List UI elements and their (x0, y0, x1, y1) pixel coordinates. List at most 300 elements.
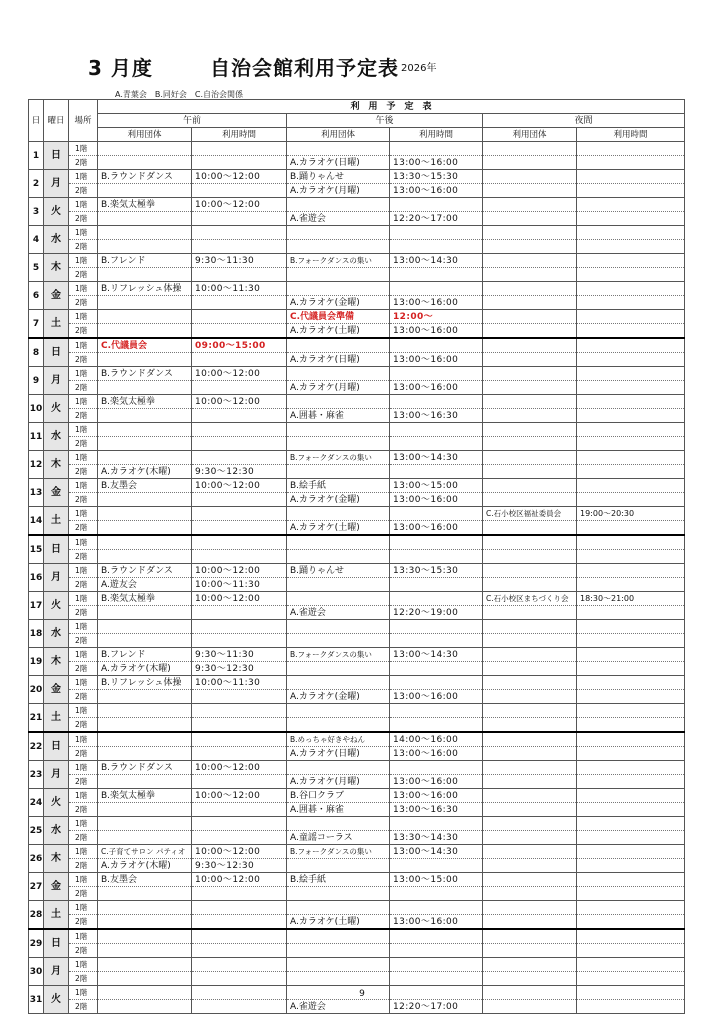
nt-group-cell (483, 718, 577, 733)
table-row (29, 845, 685, 859)
nt-group-cell (483, 550, 577, 564)
pm-group-cell (287, 550, 390, 564)
day-number: 3 (29, 198, 44, 226)
pm-time-cell (390, 535, 483, 550)
weekday-cell: 月 (44, 367, 69, 395)
am-group-cell (98, 226, 192, 240)
pm-group-cell (287, 901, 390, 915)
am-group-cell (98, 887, 192, 901)
pm-time-cell (390, 437, 483, 451)
table-row (29, 282, 685, 296)
am-time-cell: 10:00～11:30 (192, 282, 287, 296)
nt-group-cell (483, 254, 577, 268)
pm-time-cell: 13:00～16:00 (390, 184, 483, 198)
nt-time-cell (577, 367, 685, 381)
pm-group-cell: C.代議員会準備 (287, 310, 390, 324)
am-time-cell (192, 732, 287, 747)
pm-time-cell: 13:00～16:00 (390, 747, 483, 761)
pm-time-cell (390, 578, 483, 592)
am-group-cell (98, 704, 192, 718)
col-weekday-header: 曜日 (44, 100, 69, 142)
nt-time-cell (577, 395, 685, 409)
nt-time-cell (577, 831, 685, 845)
am-group-cell: B.リフレッシュ体操 (98, 676, 192, 690)
nt-group-cell (483, 465, 577, 479)
am-group-cell: A.遊友会 (98, 578, 192, 592)
pm-group-cell: A.カラオケ(土曜) (287, 521, 390, 536)
am-group-cell (98, 732, 192, 747)
table-row (29, 676, 685, 690)
am-time-cell: 09:00～15:00 (192, 338, 287, 353)
am-group-cell (98, 606, 192, 620)
table-row (29, 451, 685, 465)
weekday-cell: 土 (44, 704, 69, 733)
nt-group-cell (483, 268, 577, 282)
nt-time-cell (577, 1000, 685, 1014)
am-group-cell (98, 535, 192, 550)
nt-time-cell (577, 268, 685, 282)
pm-group-cell: A.童謡コーラス (287, 831, 390, 845)
weekday-cell: 火 (44, 592, 69, 620)
am-time-cell: 10:00～12:00 (192, 789, 287, 803)
pm-time-cell: 12:20～19:00 (390, 606, 483, 620)
am-group-cell: B.ラウンドダンス (98, 564, 192, 578)
table-row (29, 437, 685, 451)
pm-time-cell: 13:00～16:00 (390, 296, 483, 310)
nt-time-cell (577, 324, 685, 339)
am-time-cell (192, 690, 287, 704)
weekday-cell: 土 (44, 310, 69, 339)
am-group-cell (98, 324, 192, 339)
nt-time-cell (577, 198, 685, 212)
pm-time-cell (390, 282, 483, 296)
table-row (29, 718, 685, 733)
pm-group-cell: B.フォークダンスの集い (287, 648, 390, 662)
table-row (29, 564, 685, 578)
am-time-cell: 9:30～11:30 (192, 254, 287, 268)
am-group-cell (98, 493, 192, 507)
table-row (29, 254, 685, 268)
weekday-cell: 火 (44, 986, 69, 1014)
am-time-cell (192, 268, 287, 282)
floor-cell: 1階 (69, 789, 98, 803)
am-time-cell (192, 550, 287, 564)
nt-group-cell (483, 296, 577, 310)
am-group-cell (98, 521, 192, 536)
pm-time-cell: 13:00～16:00 (390, 915, 483, 930)
pm-time-cell: 12:20～17:00 (390, 212, 483, 226)
table-row (29, 296, 685, 310)
pm-time-cell (390, 944, 483, 958)
floor-cell: 1階 (69, 535, 98, 550)
am-group-cell (98, 690, 192, 704)
weekday-cell: 月 (44, 170, 69, 198)
day-number: 28 (29, 901, 44, 930)
nt-group-cell (483, 634, 577, 648)
floor-cell: 2階 (69, 156, 98, 170)
am-time-cell (192, 747, 287, 761)
am-group-cell: B.楽気太極拳 (98, 789, 192, 803)
table-row (29, 535, 685, 550)
pm-time-cell (390, 198, 483, 212)
nt-group-cell (483, 845, 577, 859)
pm-time-cell: 13:00～14:30 (390, 845, 483, 859)
table-row (29, 929, 685, 944)
pm-group-cell (287, 437, 390, 451)
table-row (29, 620, 685, 634)
table-row (29, 901, 685, 915)
pm-group-cell: A.カラオケ(土曜) (287, 915, 390, 930)
pm-group-cell: A.カラオケ(土曜) (287, 324, 390, 339)
am-group-cell: A.カラオケ(木曜) (98, 859, 192, 873)
table-row (29, 732, 685, 747)
am-time-cell: 10:00～12:00 (192, 170, 287, 184)
table-row (29, 521, 685, 536)
pm-group-cell (287, 634, 390, 648)
floor-cell: 2階 (69, 381, 98, 395)
nt-group-cell (483, 944, 577, 958)
floor-cell: 2階 (69, 240, 98, 254)
nt-group-cell (483, 887, 577, 901)
floor-cell: 2階 (69, 831, 98, 845)
nt-time-cell (577, 789, 685, 803)
pm-group-cell: B.踊りゃんせ (287, 170, 390, 184)
floor-cell: 2階 (69, 606, 98, 620)
weekday-cell: 土 (44, 901, 69, 930)
floor-cell: 2階 (69, 493, 98, 507)
am-time-cell (192, 310, 287, 324)
pm-time-cell (390, 901, 483, 915)
pm-group-cell: A.カラオケ(日曜) (287, 156, 390, 170)
pm-time-header: 利用時間 (390, 128, 483, 142)
pm-time-cell: 13:00～14:30 (390, 648, 483, 662)
nt-group-cell (483, 704, 577, 718)
am-group-cell (98, 817, 192, 831)
nt-group-cell (483, 958, 577, 972)
pm-time-cell (390, 465, 483, 479)
floor-cell: 2階 (69, 887, 98, 901)
pm-time-cell: 12:20～17:00 (390, 1000, 483, 1014)
nt-group-cell (483, 859, 577, 873)
day-number: 27 (29, 873, 44, 901)
table-row (29, 310, 685, 324)
am-time-cell (192, 958, 287, 972)
pm-time-cell: 13:00～15:00 (390, 873, 483, 887)
am-group-cell (98, 550, 192, 564)
pm-group-cell: B.谷口クラブ (287, 789, 390, 803)
nt-group-cell (483, 732, 577, 747)
floor-cell: 1階 (69, 310, 98, 324)
floor-cell: 1階 (69, 986, 98, 1000)
pm-group-cell (287, 620, 390, 634)
nt-group-cell (483, 156, 577, 170)
am-time-cell (192, 803, 287, 817)
floor-cell: 1階 (69, 507, 98, 521)
table-row (29, 240, 685, 254)
table-row (29, 465, 685, 479)
pm-time-cell (390, 929, 483, 944)
table-row (29, 142, 685, 156)
day-number: 15 (29, 535, 44, 564)
am-group-cell (98, 634, 192, 648)
floor-cell: 1階 (69, 704, 98, 718)
floor-cell: 1階 (69, 338, 98, 353)
pm-group-cell (287, 535, 390, 550)
am-time-cell (192, 493, 287, 507)
nt-group-cell (483, 915, 577, 930)
am-group-cell: B.ラウンドダンス (98, 170, 192, 184)
am-time-cell (192, 184, 287, 198)
am-time-cell (192, 521, 287, 536)
pm-group-cell (287, 718, 390, 733)
weekday-cell: 木 (44, 254, 69, 282)
pm-time-cell: 13:00～16:00 (390, 690, 483, 704)
floor-cell: 2階 (69, 803, 98, 817)
nt-time-cell (577, 915, 685, 930)
pm-time-cell: 13:30～15:30 (390, 564, 483, 578)
floor-cell: 1階 (69, 732, 98, 747)
am-time-cell (192, 887, 287, 901)
floor-cell: 2階 (69, 521, 98, 536)
nt-group-cell (483, 324, 577, 339)
nt-time-cell (577, 690, 685, 704)
am-time-cell (192, 620, 287, 634)
am-group-cell (98, 142, 192, 156)
pm-group-cell: B.絵手紙 (287, 873, 390, 887)
nt-time-cell: 18:30～21:00 (577, 592, 685, 606)
day-number: 21 (29, 704, 44, 733)
pm-group-cell (287, 282, 390, 296)
am-time-cell (192, 324, 287, 339)
night-time-header: 利用時間 (577, 128, 685, 142)
pm-header: 午後 (287, 114, 483, 128)
nt-time-cell (577, 944, 685, 958)
am-time-cell (192, 704, 287, 718)
nt-time-cell (577, 704, 685, 718)
pm-group-cell (287, 662, 390, 676)
am-time-cell (192, 817, 287, 831)
table-row (29, 592, 685, 606)
pm-time-cell (390, 620, 483, 634)
day-number: 12 (29, 451, 44, 479)
pm-group-cell (287, 817, 390, 831)
weekday-cell: 金 (44, 873, 69, 901)
nt-group-cell (483, 282, 577, 296)
pm-time-cell: 13:00～16:00 (390, 775, 483, 789)
table-row (29, 170, 685, 184)
weekday-cell: 水 (44, 423, 69, 451)
pm-group-cell (287, 507, 390, 521)
am-group-cell (98, 958, 192, 972)
nt-time-cell (577, 550, 685, 564)
year-label: 2026年 (401, 63, 437, 74)
pm-time-cell (390, 887, 483, 901)
nt-time-cell (577, 972, 685, 986)
nt-group-cell (483, 451, 577, 465)
am-group-cell: A.カラオケ(木曜) (98, 662, 192, 676)
am-time-cell (192, 381, 287, 395)
pm-group-cell: B.踊りゃんせ (287, 564, 390, 578)
table-row (29, 972, 685, 986)
pm-group-cell: A.カラオケ(金曜) (287, 493, 390, 507)
pm-time-cell (390, 634, 483, 648)
floor-cell: 2階 (69, 353, 98, 367)
nt-group-cell (483, 648, 577, 662)
nt-time-cell (577, 521, 685, 536)
weekday-cell: 月 (44, 761, 69, 789)
weekday-cell: 月 (44, 564, 69, 592)
am-time-cell (192, 634, 287, 648)
nt-group-cell (483, 142, 577, 156)
pm-time-cell (390, 704, 483, 718)
floor-cell: 2階 (69, 718, 98, 733)
am-time-cell (192, 507, 287, 521)
am-group-cell (98, 423, 192, 437)
am-time-cell (192, 929, 287, 944)
weekday-cell: 日 (44, 142, 69, 170)
table-row (29, 887, 685, 901)
am-time-cell: 10:00～11:30 (192, 578, 287, 592)
am-group-cell: B.フレンド (98, 254, 192, 268)
am-time-cell: 10:00～11:30 (192, 676, 287, 690)
am-group-cell (98, 310, 192, 324)
am-group-cell (98, 1000, 192, 1014)
am-time-cell (192, 240, 287, 254)
pm-time-cell (390, 268, 483, 282)
table-row (29, 198, 685, 212)
nt-group-cell (483, 198, 577, 212)
day-number: 25 (29, 817, 44, 845)
am-time-cell (192, 409, 287, 423)
am-header: 午前 (98, 114, 287, 128)
pm-group-cell (287, 704, 390, 718)
nt-time-cell (577, 676, 685, 690)
weekday-cell: 金 (44, 479, 69, 507)
nt-time-cell (577, 648, 685, 662)
pm-group-cell (287, 240, 390, 254)
weekday-cell: 水 (44, 226, 69, 254)
table-row (29, 550, 685, 564)
night-group-header: 利用団体 (483, 128, 577, 142)
table-row (29, 648, 685, 662)
pm-time-cell (390, 662, 483, 676)
pm-group-cell (287, 859, 390, 873)
am-group-cell (98, 944, 192, 958)
nt-group-cell (483, 310, 577, 324)
pm-time-cell: 13:30～15:30 (390, 170, 483, 184)
am-group-cell (98, 296, 192, 310)
table-row (29, 156, 685, 170)
pm-time-cell: 13:00～16:00 (390, 156, 483, 170)
am-group-cell (98, 268, 192, 282)
nt-group-cell (483, 578, 577, 592)
am-group-cell: B.友墨会 (98, 479, 192, 493)
floor-cell: 2階 (69, 409, 98, 423)
nt-time-cell (577, 437, 685, 451)
pm-time-cell (390, 367, 483, 381)
weekday-cell: 金 (44, 676, 69, 704)
floor-cell: 1階 (69, 958, 98, 972)
am-group-cell (98, 929, 192, 944)
day-number: 31 (29, 986, 44, 1014)
nt-group-cell: C.石小校区まちづくり会 (483, 592, 577, 606)
table-row (29, 423, 685, 437)
nt-group-cell (483, 873, 577, 887)
nt-group-cell (483, 479, 577, 493)
floor-cell: 1階 (69, 142, 98, 156)
nt-time-cell: 19:00～20:30 (577, 507, 685, 521)
floor-cell: 2階 (69, 944, 98, 958)
am-group-cell (98, 240, 192, 254)
pm-group-cell (287, 958, 390, 972)
am-time-cell (192, 901, 287, 915)
nt-group-cell (483, 972, 577, 986)
am-group-cell: B.楽気太極拳 (98, 592, 192, 606)
floor-cell: 1階 (69, 901, 98, 915)
day-number: 29 (29, 929, 44, 958)
nt-time-cell (577, 958, 685, 972)
day-number: 9 (29, 367, 44, 395)
am-group-cell (98, 620, 192, 634)
floor-cell: 1階 (69, 479, 98, 493)
pm-group-cell: A.雀遊会 (287, 606, 390, 620)
floor-cell: 1階 (69, 226, 98, 240)
day-number: 18 (29, 620, 44, 648)
nt-group-cell (483, 338, 577, 353)
nt-group-cell (483, 409, 577, 423)
nt-group-cell (483, 620, 577, 634)
weekday-cell: 木 (44, 451, 69, 479)
am-time-cell (192, 915, 287, 930)
am-time-cell: 10:00～12:00 (192, 845, 287, 859)
pm-time-cell: 12:00～ (390, 310, 483, 324)
pm-group-cell (287, 676, 390, 690)
pm-group-cell: B.フォークダンスの集い (287, 451, 390, 465)
pm-time-cell: 13:00～16:30 (390, 803, 483, 817)
floor-cell: 1階 (69, 648, 98, 662)
pm-group-cell: A.雀遊会 (287, 1000, 390, 1014)
month-label: 3 月度 (88, 56, 153, 80)
floor-cell: 1階 (69, 761, 98, 775)
am-time-cell: 10:00～12:00 (192, 564, 287, 578)
floor-cell: 1階 (69, 423, 98, 437)
am-time-cell: 10:00～12:00 (192, 198, 287, 212)
am-group-cell (98, 437, 192, 451)
day-number: 20 (29, 676, 44, 704)
day-number: 23 (29, 761, 44, 789)
floor-cell: 1階 (69, 282, 98, 296)
nt-time-cell (577, 240, 685, 254)
day-number: 22 (29, 732, 44, 761)
am-group-cell (98, 353, 192, 367)
nt-time-cell (577, 859, 685, 873)
day-number: 2 (29, 170, 44, 198)
table-row (29, 803, 685, 817)
am-group-cell (98, 915, 192, 930)
table-row (29, 479, 685, 493)
floor-cell: 1階 (69, 367, 98, 381)
nt-time-cell (577, 296, 685, 310)
table-row (29, 789, 685, 803)
pm-time-cell: 13:30～14:30 (390, 831, 483, 845)
nt-group-cell (483, 395, 577, 409)
floor-cell: 2階 (69, 1000, 98, 1014)
day-number: 26 (29, 845, 44, 873)
pm-time-cell (390, 142, 483, 156)
nt-group-cell (483, 817, 577, 831)
pm-time-cell (390, 226, 483, 240)
floor-cell: 1階 (69, 929, 98, 944)
